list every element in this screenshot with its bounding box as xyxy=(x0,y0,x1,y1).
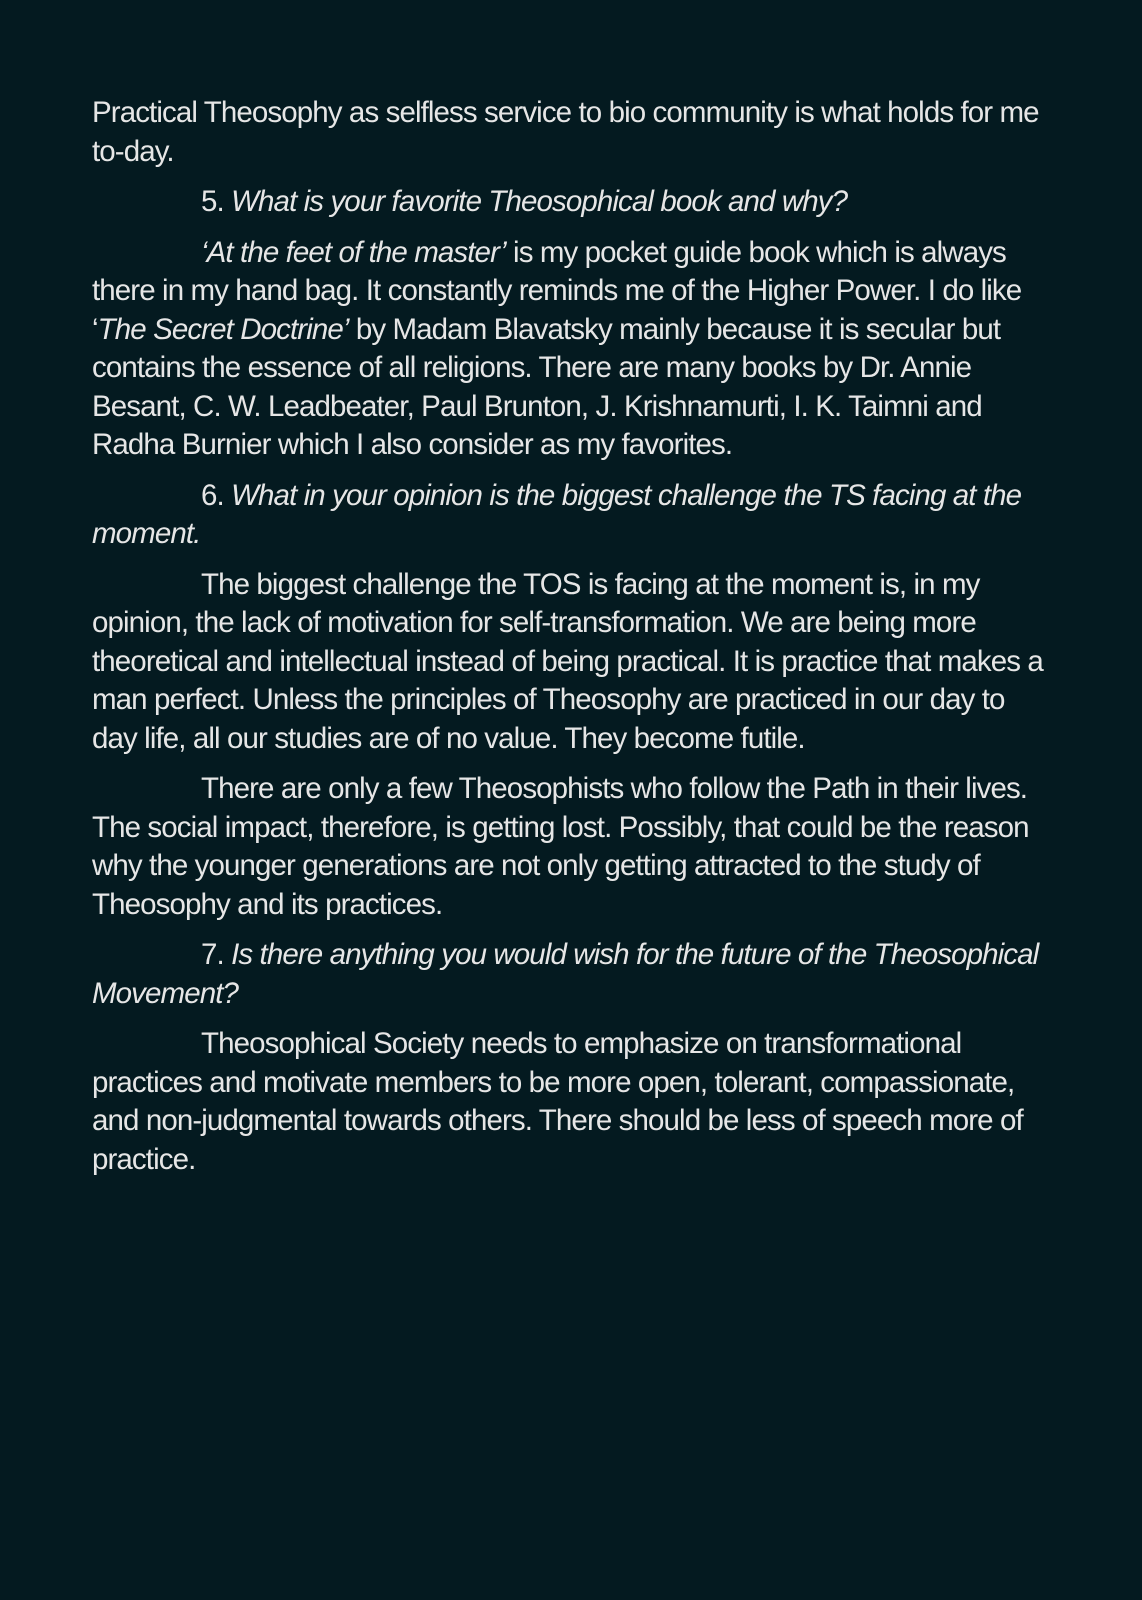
answer-6-text-1: The biggest challenge the TOS is facing at the moment is, in my opinion, the lack of motivation for self-transformation. We are being more theoretical and intellectual instead of being practical. It is practice that makes a man perfect. Unless the principles of Theosophy are practiced in our day to day life, all our studies are of no value. They become futile. xyxy=(92,567,1043,755)
question-6 xyxy=(92,477,1054,554)
question-7-text: Is there anything you would wish for the future of the Theosophical Movement? xyxy=(92,938,1039,1010)
answer-7-text: Theosophical Society needs to emphasize on transformational practices and motivate members to be more open, tolerant, compassionate, and non-judgmental towards others. There should be less of speech more of practice. xyxy=(92,1027,1023,1176)
book-title-1: ‘At the feet of the master’ xyxy=(201,235,506,269)
question-6-number: 6. xyxy=(201,478,232,512)
answer-5 xyxy=(92,234,1054,465)
intro-text: Practical Theosophy as selfless service to bio community is what holds for me to-day. xyxy=(92,96,1039,168)
question-5 xyxy=(92,183,1054,222)
document-body xyxy=(92,94,1054,1191)
question-5-text: What is your favorite Theosophical book and why? xyxy=(231,185,848,218)
question-7 xyxy=(92,936,1054,1013)
question-5-number: 5. xyxy=(201,185,232,218)
answer-6-text-2: There are only a few Theosophists who follow the Path in their lives. The social impact, therefore, is getting lost. Possibly, that could be the reason why the younger generations are not only getting attracted to the study of Theosophy and its practices. xyxy=(92,772,1029,921)
question-6-text: What in your opinion is the biggest challenge the TS facing at the moment. xyxy=(92,478,1022,550)
book-title-2: The Secret Doctrine’ xyxy=(97,312,349,346)
answer-6-paragraph-2 xyxy=(92,770,1054,924)
answer-7 xyxy=(92,1025,1054,1179)
question-7-number: 7. xyxy=(201,938,232,971)
answer-5-text-2: by Madam Blavatsky mainly because it is secular but contains the essence of all religions. There are many books by Dr. Annie Besant, C. W. Leadbeater, Paul Brunton, J. Krishnamurti, I. K. Taimni and Radha Burnier which I also consider as my favorites. xyxy=(92,312,1001,461)
answer-5-text-1: is my pocket guide book which is always there in my hand bag. It constantly reminds me of the Higher Power. I do like ‘ xyxy=(92,235,1022,346)
answer-6-paragraph-1 xyxy=(92,566,1054,759)
intro-paragraph xyxy=(92,94,1054,171)
